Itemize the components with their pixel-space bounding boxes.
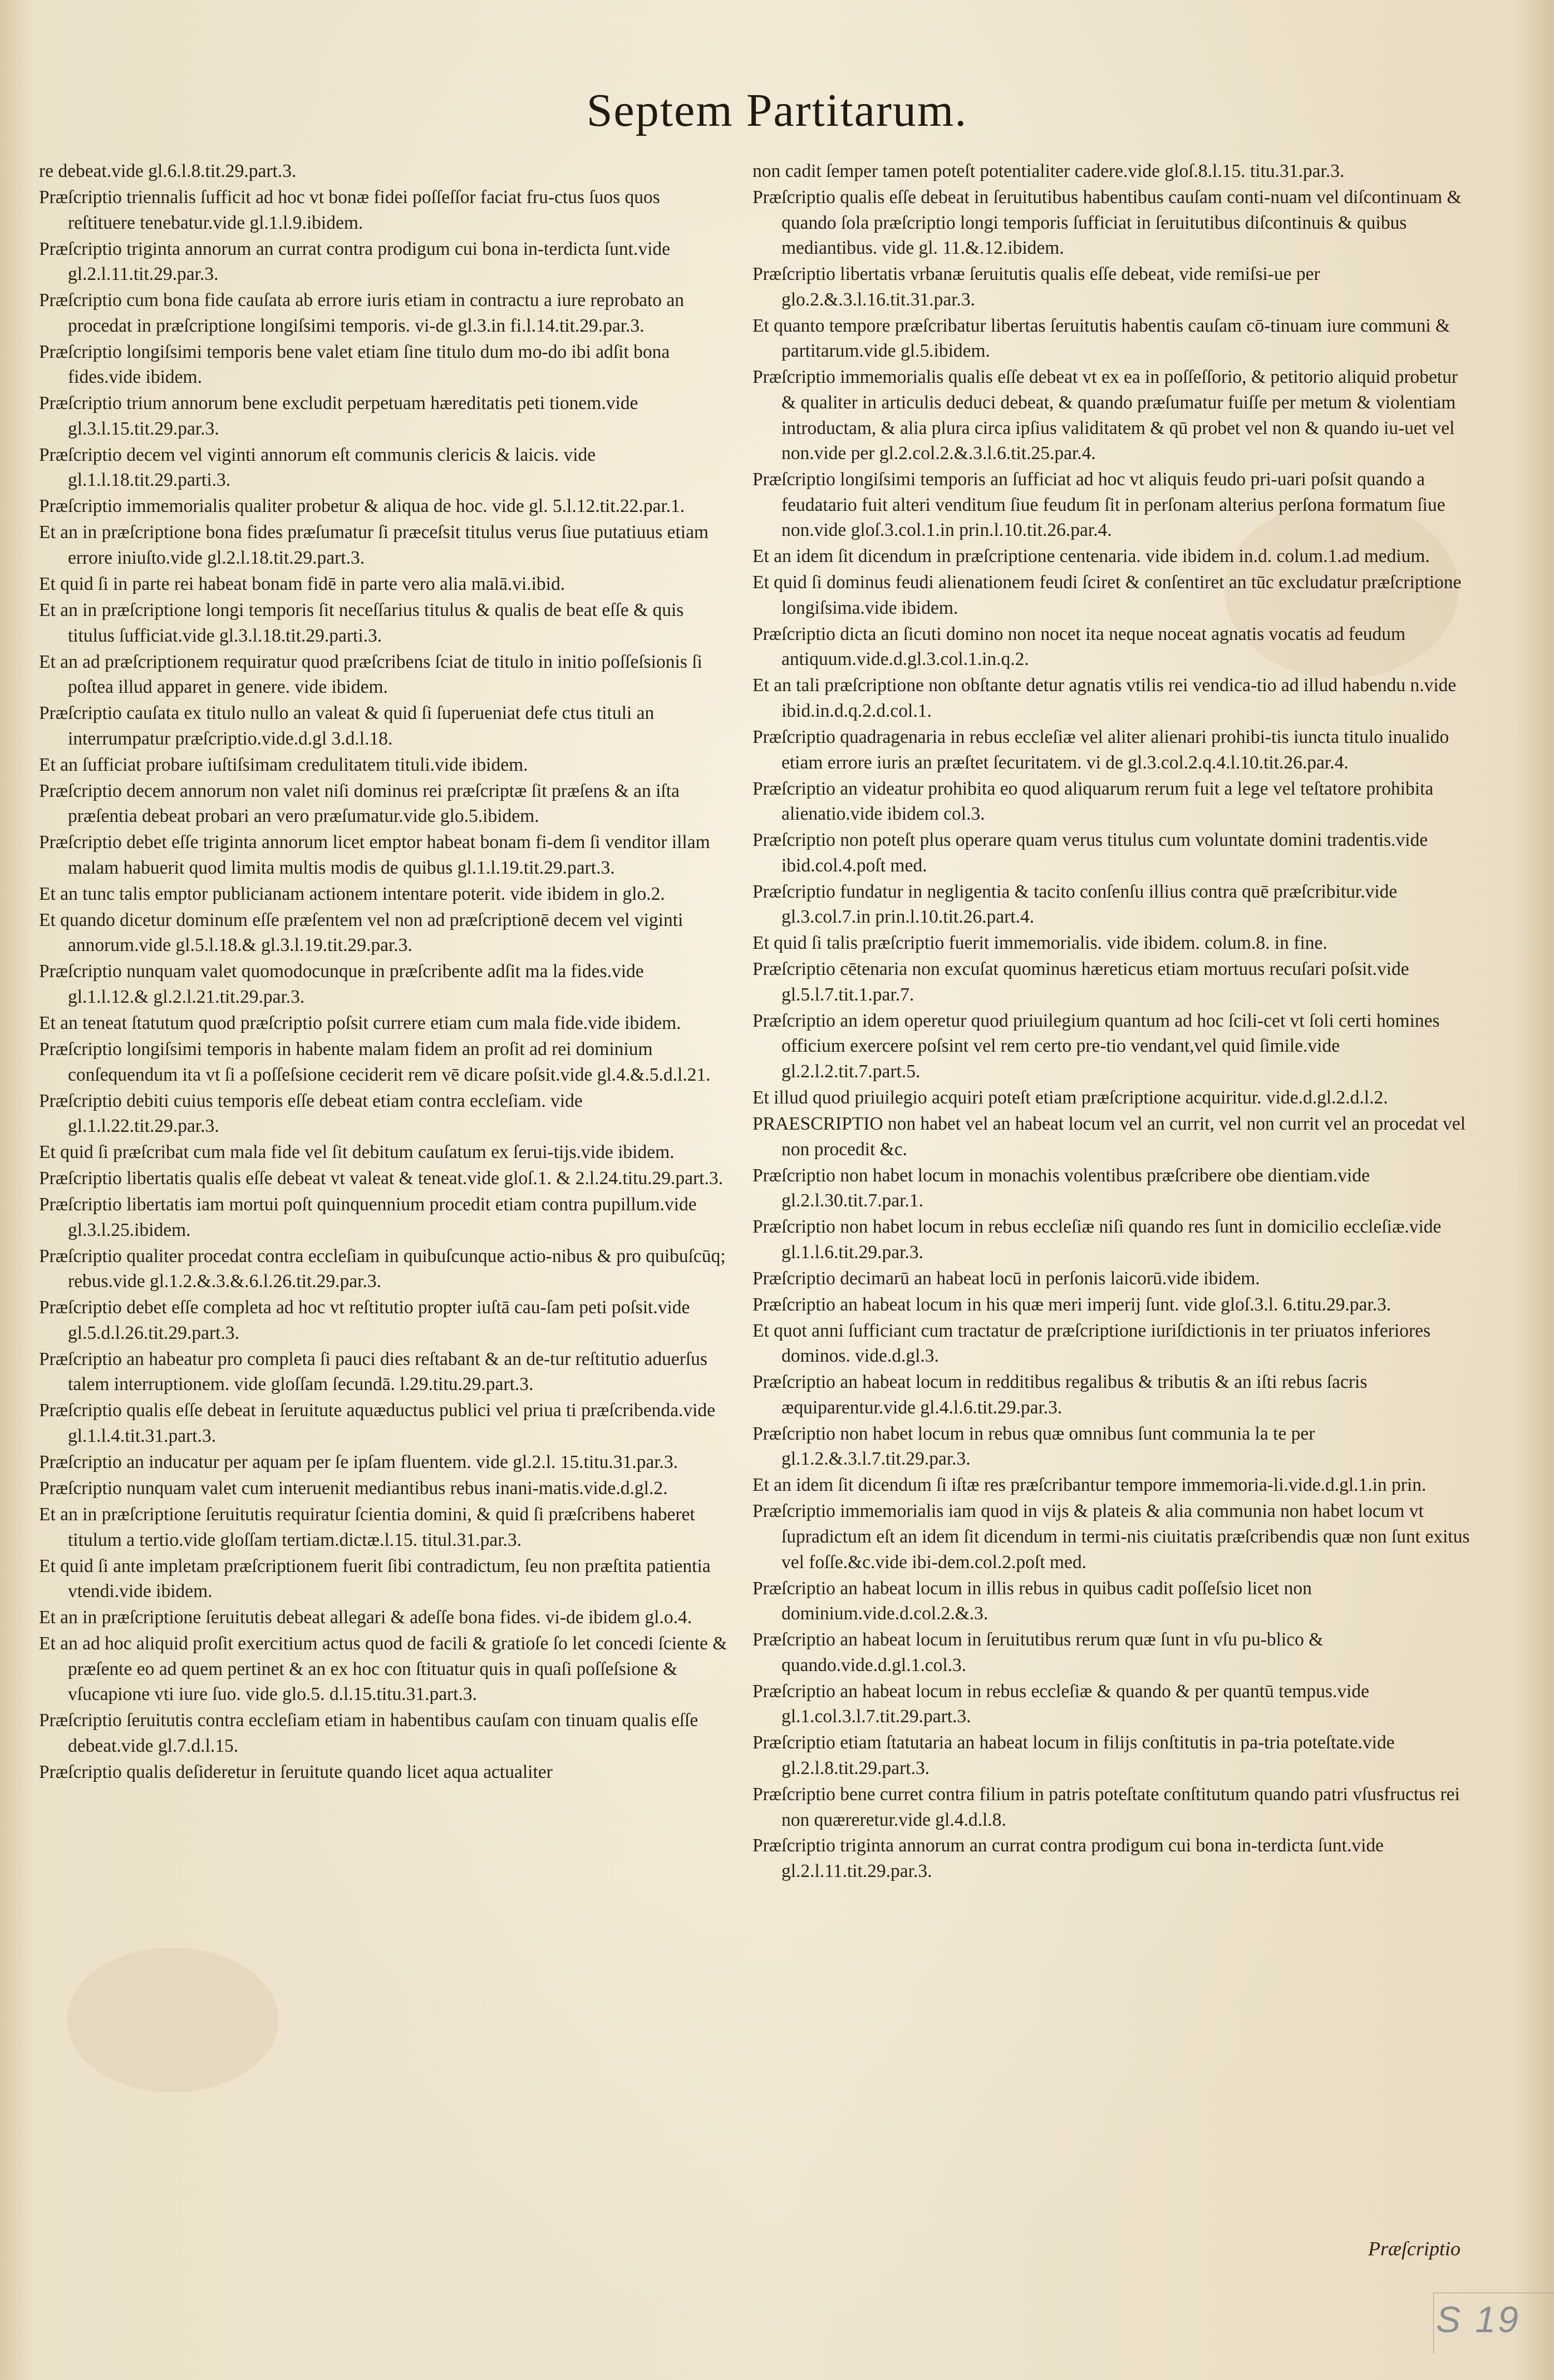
index-entry: Præſcriptio an idem operetur quod priuilegium quantum ad hoc ſcili-cet vt ſoli certi homines officium exercere poſsint vel rem certo pre-tio vendant,vel quid ſimile.vide gl.2.l.2.tit.7.part.5.	[753, 1010, 1440, 1082]
index-entry: Præſcriptio qualis deſideretur in ſeruitute quando licet aqua actualiter	[39, 1761, 553, 1782]
index-entry: Et an in præſcriptione ſeruitutis debeat allegari & adeſſe bona fides. vi-de ibidem gl.o.4.	[39, 1607, 692, 1628]
index-entry: Præſcriptio cētenaria non excuſat quominus hæreticus etiam mortuus recuſari poſsit.vide gl.5.l.7.tit.1.par.7.	[753, 959, 1409, 1005]
index-entry: Præſcriptio qualis eſſe debeat in ſeruitute aquæductus publici vel priua ti præſcribenda.vide gl.1.l.4.tit.31.part.3.	[39, 1400, 715, 1447]
index-entry: Præſcriptio an habeatur pro completa ſi pauci dies reſtabant & an de-tur reſtitutio aduerſus talem interruptionem. vide gloſſam ſecundā. l.29.titu.29.part.3.	[39, 1348, 707, 1395]
index-entry: Præſcriptio libertatis vrbanæ ſeruitutis qualis eſſe debeat, vide remiſsi-ue per glo.2.&.3.l.16.tit.31.par.3.	[753, 264, 1320, 310]
index-entry: Præſcriptio longiſsimi temporis an ſufficiat ad hoc vt aliquis feudo pri-uari poſsit quando a feudatario fuit alteri venditum ſiue feudum ſit in perſonam alterius perſona formatum ſiue non.vide gloſ.3.col.1.in prin.l.10.tit.26.par.4.	[753, 469, 1445, 541]
catchword: Præſcriptio	[1368, 2238, 1460, 2260]
index-entry: Et an ad præſcriptionem requiratur quod præſcribens ſciat de titulo in initio poſſeſsionis ſi poſtea illud apparet in genere. vide ibidem.	[39, 651, 702, 698]
index-entry: Præſcriptio longiſsimi temporis in habente malam fidem an proſit ad rei dominium conſequendum ita vt ſi a poſſeſsione ceciderit rem vē dicare poſsit.vide gl.4.&.5.d.l.21.	[39, 1039, 711, 1085]
index-entry: Præſcriptio nunquam valet quomodocunque in præſcribente adſit ma la fides.vide gl.1.l.12.& gl.2.l.21.tit.29.par.3.	[39, 961, 644, 1008]
index-entry: Præſcriptio an habeat locum in redditibus regalibus & tributis & an iſti rebus ſacris æquiparentur.vide gl.4.l.6.tit.29.par.3.	[753, 1372, 1368, 1418]
index-entry: Præſcriptio bene curret contra filium in patris poteſtate conſtitutum quando patri vſusfructus rei non quæreretur.vide gl.4.d.l.8.	[753, 1783, 1460, 1830]
index-entry: Præſcriptio dicta an ſicuti domino non nocet ita neque noceat agnatis vocatis ad feudum antiquum.vide.d.gl.3.col.1.in.q.2.	[753, 623, 1406, 670]
index-entry: Præſcriptio qualis eſſe debeat in ſeruitutibus habentibus cauſam conti-nuam vel diſcontinuam & quando ſola præſcriptio longi temporis ſufficiat in ſeruitutibus diſcontinuis & quibus mediantibus. vide gl. 11.&.12.ibidem.	[753, 186, 1462, 259]
index-entry: Præſcriptio etiam ſtatutaria an habeat locum in filijs conſtitutis in pa-tria poteſtate.vide gl.2.l.8.tit.29.part.3.	[753, 1732, 1395, 1778]
index-entry: Et an ſufficiat probare iuſtiſsimam credulitatem tituli.vide ibidem.	[39, 754, 528, 775]
index-entry: Præſcriptio ſeruitutis contra eccleſiam etiam in habentibus cauſam con tinuam qualis eſſe debeat.vide gl.7.d.l.15.	[39, 1710, 699, 1756]
index-entry: Et an in præſcriptione longi temporis ſit neceſſarius titulus & qualis de beat eſſe & quis titulus ſufficiat.vide gl.3.l.18.tit.29.parti.3.	[39, 600, 684, 646]
index-entry: PRAESCRIPTIO non habet vel an habeat locum vel an currit, vel non currit vel an procedat vel non procedit &c.	[753, 1113, 1466, 1160]
index-entry: Præſcriptio libertatis iam mortui poſt quinquennium procedit etiam contra pupillum.vide gl.3.l.25.ibidem.	[39, 1194, 697, 1240]
index-entry: Et quid ſi talis præſcriptio fuerit immemorialis. vide ibidem. colum.8. in fine.	[753, 933, 1327, 954]
index-entry: Præſcriptio libertatis qualis eſſe debeat vt valeat & teneat.vide gloſ.1. & 2.l.24.titu.29.part.3.	[39, 1168, 723, 1189]
index-entry: Et illud quod priuilegio acquiri poteſt etiam præſcriptione acquiritur. vide.d.gl.2.d.l.2.	[753, 1087, 1388, 1108]
index-entry: Et quanto tempore præſcribatur libertas ſeruitutis habentis cauſam cō-tinuam iure communi & partitarum.vide gl.5.ibidem.	[753, 315, 1450, 362]
folio-box-border	[1433, 2293, 1434, 2354]
index-entry: Præſcriptio longiſsimi temporis bene valet etiam ſine titulo dum mo-do ibi adſit bona fides.vide ibidem.	[39, 341, 670, 388]
index-entry: Præſcriptio debet eſſe triginta annorum licet emptor habeat bonam fi-dem ſi venditor illam malam habuerit quod limita multis modis de quibus gl.1.l.19.tit.29.part.3.	[39, 832, 710, 878]
index-entry: Præſcriptio non poteſt plus operare quam verus titulus cum voluntate domini tradentis.vide ibid.col.4.poſt med.	[753, 830, 1428, 876]
index-entry: Præſcriptio an inducatur per aquam per ſe ipſam fluentem. vide gl.2.l. 15.titu.31.par.3.	[39, 1452, 678, 1473]
index-entry: Et quid ſi dominus feudi alienationem feudi ſciret & conſentiret an tūc excludatur præſcriptione longiſsima.vide ibidem.	[753, 572, 1462, 618]
index-entry: Præſcriptio an videatur prohibita eo quod aliquarum rerum fuit a lege vel teſtatore prohibita alienatio.vide ibidem col.3.	[753, 778, 1434, 825]
index-entry: Et quot anni ſufficiant cum tractatur de præſcriptione iuriſdictionis in ter priuatos inferiores dominos. vide.d.gl.3.	[753, 1320, 1431, 1367]
index-entry: non cadit ſemper tamen poteſt potentialiter cadere.vide gloſ.8.l.15. titu.31.par.3.	[753, 161, 1345, 181]
index-entry: Præſcriptio cauſata ex titulo nullo an valeat & quid ſi ſuperueniat defe ctus tituli an interrumpatur præſcriptio.vide.d.gl 3.d.l.18.	[39, 703, 655, 749]
index-entry: Et an teneat ſtatutum quod præſcriptio poſsit currere etiam cum mala fide.vide ibidem.	[39, 1013, 681, 1034]
index-entry: Præſcriptio triginta annorum an currat contra prodigum cui bona in-terdicta ſunt.vide gl.2.l.11.tit.29.par.3.	[39, 238, 671, 285]
index-entry: Præſcriptio immemorialis qualis eſſe debeat vt ex ea in poſſeſſorio, & petitorio aliquid probetur & qualiter in articulis deduci debeat, & quando præſumatur fuiſſe per metum & violentiam introductam, & alia plura circa ipſius validitatem & qū probet vel non & quando iu-uet vel non.vide per gl.2.col.2.&.3.l.6.tit.25.par.4.	[753, 367, 1458, 464]
left-column	[39, 159, 729, 1785]
index-entry: Præſcriptio an habeat locum in his quæ meri imperij ſunt. vide gloſ.3.l. 6.titu.29.par.3.	[753, 1294, 1391, 1315]
index-entry: Præſcriptio an habeat locum in rebus eccleſiæ & quando & per quantū tempus.vide gl.1.col.3.l.7.tit.29.part.3.	[753, 1681, 1370, 1727]
index-entry: Et an idem ſit dicendum in præſcriptione centenaria. vide ibidem in.d. colum.1.ad medium.	[753, 546, 1430, 567]
index-entry: Præſcriptio immemorialis qualiter probetur & aliqua de hoc. vide gl. 5.l.12.tit.22.par.1.	[39, 496, 685, 517]
index-entry: Præſcriptio immemorialis iam quod in vijs & plateis & alia communia non habet locum vt ſupradictum eſt an idem ſit dicendum in termi-nis ciuitatis præſcribendis quæ non ſunt exitus vel foſſe.&c.vide ibi-dem.col.2.poſt med.	[753, 1501, 1470, 1573]
index-entry: Et an ad hoc aliquid proſit exercitium actus quod de facili & gratioſe ſo let concedi ſciente & præſente eo ad quem pertinet & an ex hoc con ſtituatur quis in quaſi poſſeſsione & vſucapione vti iure ſuo. vide glo.5. d.l.15.titu.31.part.3.	[39, 1633, 727, 1705]
right-column	[753, 159, 1476, 1884]
paper-stain	[67, 1948, 278, 2092]
index-entry: Præſcriptio an habeat locum in illis rebus in quibus cadit poſſeſsio licet non dominium.vide.d.col.2.&.3.	[753, 1578, 1312, 1624]
running-header: Septem Partitarum.	[586, 85, 968, 136]
index-entry: Et an in præſcriptione bona fides præſumatur ſi præceſsit titulus verus ſiue putatiuus etiam errore iniuſto.vide gl.2.l.18.tit.29.part.3.	[39, 522, 709, 569]
index-entry: re debeat.vide gl.6.l.8.tit.29.part.3.	[39, 161, 297, 181]
index-entry: Præſcriptio quadragenaria in rebus eccleſiæ vel aliter alienari prohibi-tis iuncta titulo inualido etiam errore iuris an præſtet ſecuritatem. vi de gl.3.col.2.q.4.l.10.tit.26.par.4.	[753, 726, 1449, 773]
index-entry: Præſcriptio an habeat locum in ſeruitutibus rerum quæ ſunt in vſu pu-blico & quando.vide.d.gl.1.col.3.	[753, 1629, 1324, 1676]
folio-mark: S 19	[1436, 2299, 1521, 2340]
index-entry: Præſcriptio non habet locum in rebus eccleſiæ niſi quando res ſunt in domicilio eccleſiæ.vide gl.1.l.6.tit.29.par.3.	[753, 1216, 1442, 1263]
index-entry: Præſcriptio fundatur in negligentia & tacito conſenſu illius contra quē præſcribitur.vide gl.3.col.7.in prin.l.10.tit.26.part.4.	[753, 881, 1398, 928]
index-entry: Et an tunc talis emptor publicianam actionem intentare poterit. vide ibidem in glo.2.	[39, 883, 665, 904]
index-entry: Et an idem ſit dicendum ſi iſtæ res præſcribantur tempore immemoria-li.vide.d.gl.1.in prin.	[753, 1475, 1427, 1496]
index-entry: Præſcriptio non habet locum in monachis volentibus præſcribere obe dientiam.vide gl.2.l.30.tit.7.par.1.	[753, 1165, 1370, 1211]
index-entry: Præſcriptio debet eſſe completa ad hoc vt reſtitutio propter iuſtā cau-ſam peti poſsit.vide gl.5.d.l.26.tit.29.part.3.	[39, 1297, 690, 1343]
index-entry: Præſcriptio non habet locum in rebus quæ omnibus ſunt communia la te per gl.1.2.&.3.l.7.tit.29.par.3.	[753, 1423, 1315, 1470]
index-entry: Et quando dicetur dominum eſſe præſentem vel non ad præſcriptionē decem vel viginti annorum.vide gl.5.l.18.& gl.3.l.19.tit.29.par.3.	[39, 909, 683, 956]
index-entry: Et an in præſcriptione ſeruitutis requiratur ſcientia domini, & quid ſi præſcribens haberet titulum a tertio.vide gloſſam tertiam.dictæ.l.15. titul.31.par.3.	[39, 1504, 695, 1550]
index-entry: Et quid ſi præſcribat cum mala fide vel ſit debitum cauſatum ex ſerui-tijs.vide ibidem.	[39, 1142, 675, 1163]
index-entry: Præſcriptio debiti cuius temporis eſſe debeat etiam contra eccleſiam. vide gl.1.l.22.tit.29.par.3.	[39, 1090, 583, 1137]
index-entry: Præſcriptio decem vel viginti annorum eſt communis clericis & laicis. vide gl.1.l.18.tit.29.parti.3.	[39, 444, 596, 491]
index-entry: Et quid ſi ante impletam præſcriptionem fuerit ſibi contradictum, ſeu non præſtita patientia vtendi.vide ibidem.	[39, 1555, 711, 1602]
index-entry: Præſcriptio cum bona fide cauſata ab errore iuris etiam in contractu a iure reprobato an procedat in præſcriptione longiſsimi temporis. vi-de gl.3.in fi.l.14.tit.29.par.3.	[39, 290, 685, 336]
index-entry: Et an tali præſcriptione non obſtante detur agnatis vtilis rei vendica-tio ad illud habendu n.vide ibid.in.d.q.2.d.col.1.	[753, 675, 1457, 721]
index-entry: Præſcriptio qualiter procedat contra eccleſiam in quibuſcunque actio-nibus & pro quibuſcūq; rebus.vide gl.1.2.&.3.&.6.l.26.tit.29.par.3.	[39, 1245, 726, 1292]
index-entry: Præſcriptio decimarū an habeat locū in perſonis laicorū.vide ibidem.	[753, 1268, 1260, 1289]
index-entry: Præſcriptio nunquam valet cum interuenit mediantibus rebus inani-matis.vide.d.gl.2.	[39, 1478, 668, 1499]
index-entry: Præſcriptio triennalis ſufficit ad hoc vt bonæ fidei poſſeſſor faciat fru-ctus ſuos quos reſtituere tenebatur.vide gl.1.l.9.ibidem.	[39, 186, 660, 233]
index-entry: Et quid ſi in parte rei habeat bonam fidē in parte vero alia malā.vi.ibid.	[39, 574, 565, 595]
index-entry: Præſcriptio triginta annorum an currat contra prodigum cui bona in-terdicta ſunt.vide gl.2.l.11.tit.29.par.3.	[753, 1835, 1384, 1882]
index-entry: Præſcriptio trium annorum bene excludit perpetuam hæreditatis peti tionem.vide gl.3.l.15.tit.29.par.3.	[39, 393, 638, 439]
index-entry: Præſcriptio decem annorum non valet niſi dominus rei præſcriptæ ſit præſens & an iſta præſentia debeat probari an vero præſumatur.vide glo.5.ibidem.	[39, 780, 680, 827]
